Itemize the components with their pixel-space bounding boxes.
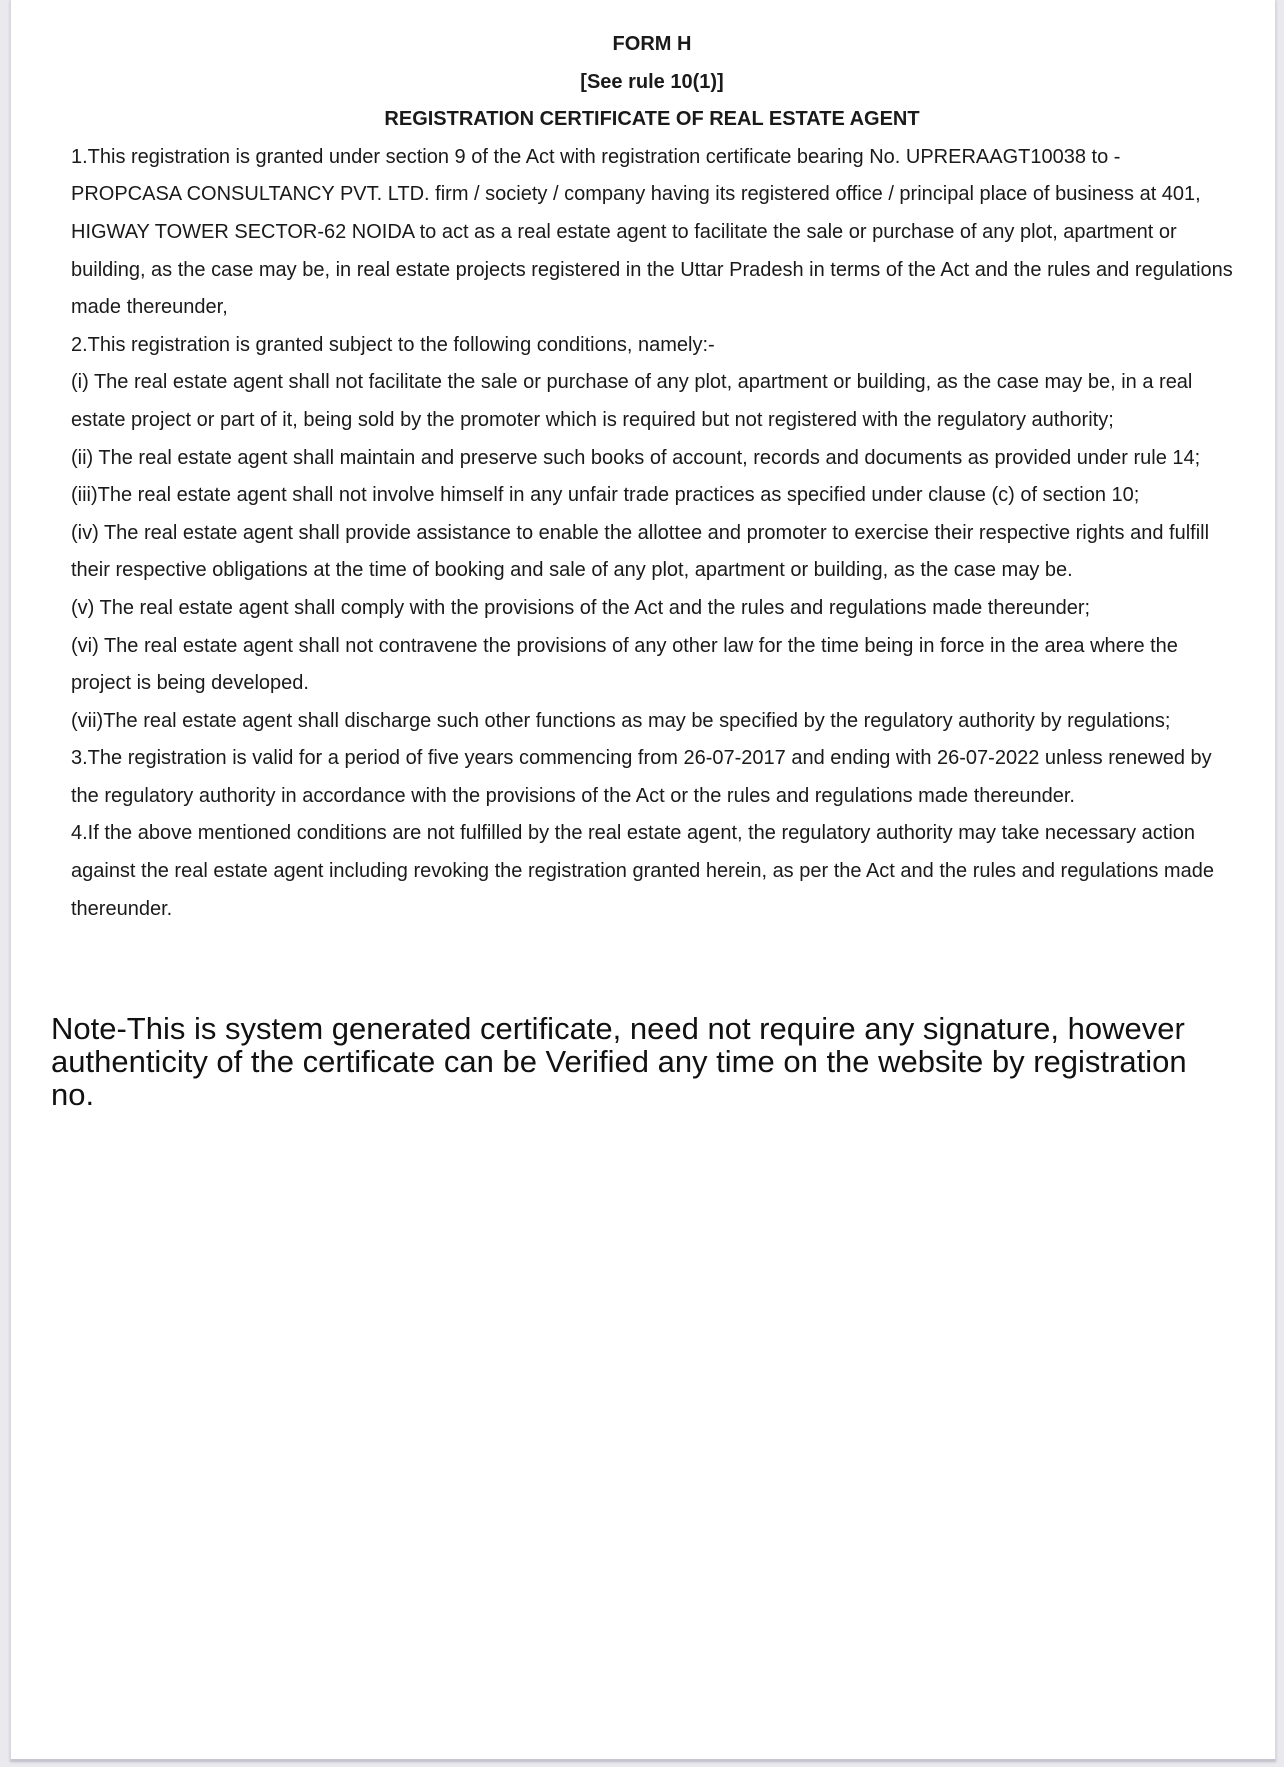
condition-v: (v) The real estate agent shall comply with the provisions of the Act and the rules and regulations made thereunder;	[71, 596, 1091, 619]
condition-vii: (vii)The real estate agent shall discharge such other functions as may be specified by the regulatory authority by regulations;	[71, 709, 1171, 732]
form-title: FORM H	[612, 33, 692, 55]
note-line-3: no.	[51, 1077, 95, 1113]
condition-i: (i) The real estate agent shall not facilitate the sale or purchase of any plot, apartment or building, as the case may be, in a real estate project or part of it, being sold by the promoter which is required but not registered with the regulatory authority;	[71, 371, 1193, 431]
clause-1-registration-grant: 1.This registration is granted under section 9 of the Act with registration certificate bearing No. UPRERAAGT10038 to - PROPCASA CONSULTANCY PVT. LTD. firm / society / company having its registered office / principal place of business at 401, HIGWAY TOWER SECTOR-62 NOIDA to act as a real estate agent to facilitate the sale or purchase of any plot, apartment or building, as the case may be, in real estate projects registered in the Uttar Pradesh in terms of the Act and the rules and regulations made thereunder,	[71, 145, 1233, 319]
clause-3-validity-period: 3.The registration is valid for a period of five years commencing from 26-07-2017 and ending with 26-07-2022 unless renewed by the regulatory authority in accordance with the provisions of the Act or the rules and regulations made thereunder.	[71, 747, 1212, 807]
clause-4-revocation: 4.If the above mentioned conditions are not fulfilled by the real estate agent, the regulatory authority may take necessary action against the real estate agent including revoking the registration granted herein, as per the Act and the rules and regulations made thereunder.	[71, 822, 1214, 920]
system-generated-note	[51, 1012, 1233, 1111]
condition-iv: (iv) The real estate agent shall provide assistance to enable the allottee and promoter to exercise their respective rights and fulfill their respective obligations at the time of booking and sale of any plot, apartment or building, as the case may be.	[71, 521, 1210, 582]
condition-iii: (iii)The real estate agent shall not involve himself in any unfair trade practices as specified under clause (c) of section 10;	[71, 484, 1140, 507]
note-line-2: authenticity of the certificate can be Verified any time on the website by registration	[51, 1044, 1187, 1080]
condition-ii: (ii) The real estate agent shall maintain and preserve such books of account, records and documents as provided under rule 14;	[71, 446, 1201, 469]
certificate-content	[11, 0, 1275, 1111]
certificate-title: REGISTRATION CERTIFICATE OF REAL ESTATE AGENT	[384, 108, 920, 131]
clause-2-conditions-intro: 2.This registration is granted subject to the following conditions, namely:-	[71, 333, 715, 356]
certificate-page	[10, 0, 1276, 1761]
note-line-1: Note-This is system generated certificate, need not require any signature, however	[51, 1011, 1185, 1047]
rule-reference: [See rule 10(1)]	[580, 70, 724, 93]
condition-vi: (vi) The real estate agent shall not contravene the provisions of any other law for the time being in force in the area where the project is being developed.	[71, 634, 1178, 695]
